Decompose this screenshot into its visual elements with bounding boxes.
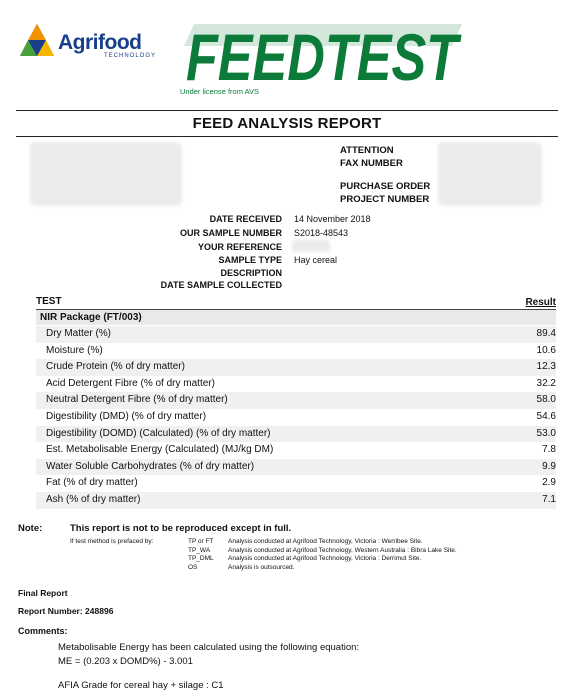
- redacted-address: [30, 142, 182, 206]
- test-result: 7.8: [542, 444, 556, 456]
- fax-label: FAX NUMBER: [340, 158, 403, 169]
- test-result: 53.0: [536, 427, 556, 439]
- method-code: OS: [188, 564, 198, 572]
- test-result: 10.6: [536, 344, 556, 356]
- license-text: Under license from AVS: [180, 87, 260, 96]
- test-name: Fat (% of dry matter): [46, 477, 138, 489]
- sample-number-label: OUR SAMPLE NUMBER: [179, 228, 282, 238]
- method-code-description: Analysis conducted at Agrifood Technology, Victoria : Derrimut Site.: [228, 555, 422, 563]
- table-row: [36, 475, 556, 492]
- table-row: [36, 392, 556, 409]
- test-name: Moisture (%): [46, 344, 103, 356]
- result-column-header: Result: [525, 297, 556, 308]
- table-row: [36, 442, 556, 459]
- divider: [16, 110, 558, 111]
- method-code: TP_DML: [188, 555, 214, 563]
- method-code-description: Analysis is outsourced.: [228, 564, 295, 572]
- test-name: Digestibility (DOMD) (Calculated) (% of dry matter): [46, 427, 271, 439]
- test-name: Neutral Detergent Fibre (% of dry matter): [46, 394, 228, 406]
- redacted-contact: [438, 142, 542, 206]
- table-row: [36, 426, 556, 443]
- date-received-value: 14 November 2018: [294, 214, 371, 224]
- table-row: [36, 492, 556, 509]
- table-row: [36, 359, 556, 376]
- table-row: [36, 326, 556, 343]
- sample-number-value: S2018-48543: [294, 228, 349, 238]
- your-reference-label: YOUR REFERENCE: [197, 242, 282, 252]
- feedtest-logo-graphic: [180, 20, 462, 86]
- table-row: [36, 376, 556, 393]
- test-name: Water Soluble Carbohydrates (% of dry matter): [46, 460, 255, 472]
- date-collected-label: DATE SAMPLE COLLECTED: [160, 280, 282, 290]
- test-name: Ash (% of dry matter): [46, 494, 141, 505]
- method-code: TP or FT: [188, 538, 214, 545]
- agrifood-subtitle: TECHNOLOGY: [104, 53, 157, 59]
- test-name: Digestibility (DMD) (% of dry matter): [46, 411, 207, 422]
- sample-type-label: SAMPLE TYPE: [218, 255, 282, 265]
- test-result: 2.9: [542, 477, 556, 489]
- table-row: [36, 459, 556, 476]
- feedtest-logo: [180, 20, 462, 86]
- feedtest-name: FEEDTEST: [186, 20, 462, 86]
- test-name: Acid Detergent Fibre (% of dry matter): [46, 377, 215, 389]
- test-name: Est. Metabolisable Energy (Calculated) (MJ/kg DM): [46, 444, 274, 456]
- test-name: Crude Protein (% of dry matter): [46, 361, 185, 373]
- comment-line: Metabolisable Energy has been calculated using the following equation:: [58, 642, 360, 653]
- description-label: DESCRIPTION: [220, 268, 282, 278]
- purchase-order-label: PURCHASE ORDER: [340, 181, 431, 192]
- agrifood-name: Agrifood: [58, 31, 142, 54]
- table-row: [36, 409, 556, 426]
- test-result: 58.0: [536, 394, 556, 406]
- test-result: 12.3: [536, 361, 556, 373]
- method-code-description: Analysis conducted at Agrifood Technology, Western Australia : Bibra Lake Site.: [228, 546, 457, 554]
- note-text: This report is not to be reproduced except in full.: [70, 523, 292, 534]
- report-number: Report Number: 248896: [18, 606, 114, 616]
- method-code-description: Analysis conducted at Agrifood Technology, Victoria : Werribee Site.: [228, 538, 423, 545]
- agrifood-mark-icon: [18, 22, 56, 60]
- comment-line: ME = (0.203 x DOMD%) - 3.001: [58, 656, 193, 667]
- comments-label: Comments:: [18, 626, 68, 636]
- attention-label: ATTENTION: [340, 145, 394, 156]
- sample-type-value: Hay cereal: [294, 255, 338, 265]
- report-title: FEED ANALYSIS REPORT: [192, 115, 382, 132]
- redacted-reference: [292, 240, 330, 252]
- test-result: 32.2: [536, 377, 556, 389]
- package-label: NIR Package (FT/003): [40, 312, 142, 323]
- method-code: TP_WA: [188, 546, 211, 554]
- prefaced-text: If test method is prefaced by:: [70, 538, 154, 545]
- final-report-label: Final Report: [18, 588, 68, 598]
- test-result: 89.4: [536, 328, 556, 339]
- date-received-label: DATE RECEIVED: [209, 214, 282, 224]
- project-number-label: PROJECT NUMBER: [340, 194, 430, 205]
- test-column-header: TEST: [36, 296, 62, 307]
- comment-line: AFIA Grade for cereal hay + silage : C1: [58, 680, 224, 691]
- test-result: 9.9: [542, 460, 556, 472]
- agrifood-logo: [18, 22, 157, 62]
- test-result: 7.1: [542, 494, 556, 505]
- test-result: 54.6: [536, 411, 556, 422]
- table-row: [36, 343, 556, 360]
- note-label: Note:: [18, 523, 43, 534]
- test-name: Dry Matter (%): [46, 328, 111, 339]
- divider: [16, 136, 558, 137]
